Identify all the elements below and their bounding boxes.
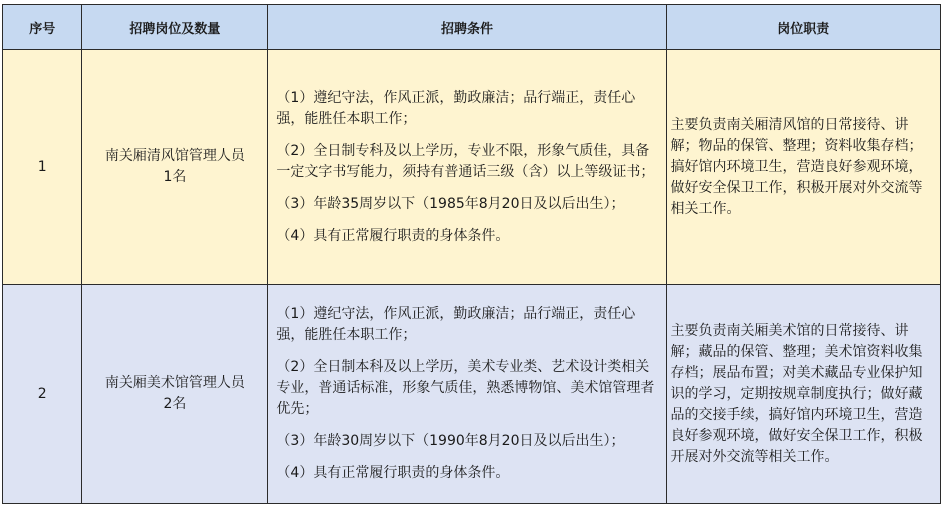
position-count: 2名 <box>163 396 187 413</box>
position-count: 1名 <box>163 169 187 186</box>
table-row <box>3 50 941 285</box>
conditions-cell <box>268 285 666 504</box>
conditions-cell <box>268 50 666 285</box>
position-name: 南关厢清风馆管理人员 <box>104 148 245 165</box>
table-header-row <box>3 5 941 50</box>
duties-cell: 主要负责南关厢清风馆的日常接待、讲解；物品的保管、整理；资料收集存档；搞好馆内环境卫生，营造良好参观环境，做好安全保卫工作，积极开展对外交流等相关工作。 <box>666 50 940 285</box>
header-conditions: 招聘条件 <box>268 5 666 50</box>
row-index: 2 <box>3 285 82 504</box>
recruitment-table <box>2 4 941 504</box>
row-index: 1 <box>3 50 82 285</box>
header-position: 招聘岗位及数量 <box>82 5 268 50</box>
condition-item: （3）年龄30周岁以下（1990年8月20日及以后出生）； <box>276 433 625 450</box>
condition-item: （4）具有正常履行职责的身体条件。 <box>276 227 510 244</box>
row-position-cell <box>82 285 268 504</box>
condition-item: （1）遵纪守法，作风正派，勤政廉洁；品行端正，责任心强，能胜任本职工作； <box>276 89 636 127</box>
condition-item: （3）年龄35周岁以下（1985年8月20日及以后出生）； <box>276 195 625 212</box>
header-index: 序号 <box>3 5 82 50</box>
table-row <box>3 285 941 504</box>
position-name: 南关厢美术馆管理人员 <box>104 375 245 392</box>
condition-item: （2）全日制专科及以上学历，专业不限，形象气质佳，具备一定文字书写能力，须持有普通话三级（含）以上等级证书； <box>276 142 655 180</box>
row-position-cell <box>82 50 268 285</box>
condition-item: （1）遵纪守法，作风正派，勤政廉洁；品行端正，责任心强，能胜任本职工作； <box>276 306 636 344</box>
condition-item: （2）全日制本科及以上学历，美术专业类、艺术设计类相关专业，普通话标准，形象气质佳，熟悉博物馆、美术馆管理者优先； <box>276 359 655 418</box>
condition-item: （4）具有正常履行职责的身体条件。 <box>276 465 510 482</box>
header-duties: 岗位职责 <box>666 5 940 50</box>
duties-cell: 主要负责南关厢美术馆的日常接待、讲解；藏品的保管、整理；美术馆资料收集存档；展品布置；对美术藏品专业保护知识的学习，定期按规章制度执行；做好藏品的交接手续，搞好馆内环境卫生，营造良好参观环境，做好安全保卫工作，积极开展对外交流等相关工作。 <box>666 285 940 504</box>
